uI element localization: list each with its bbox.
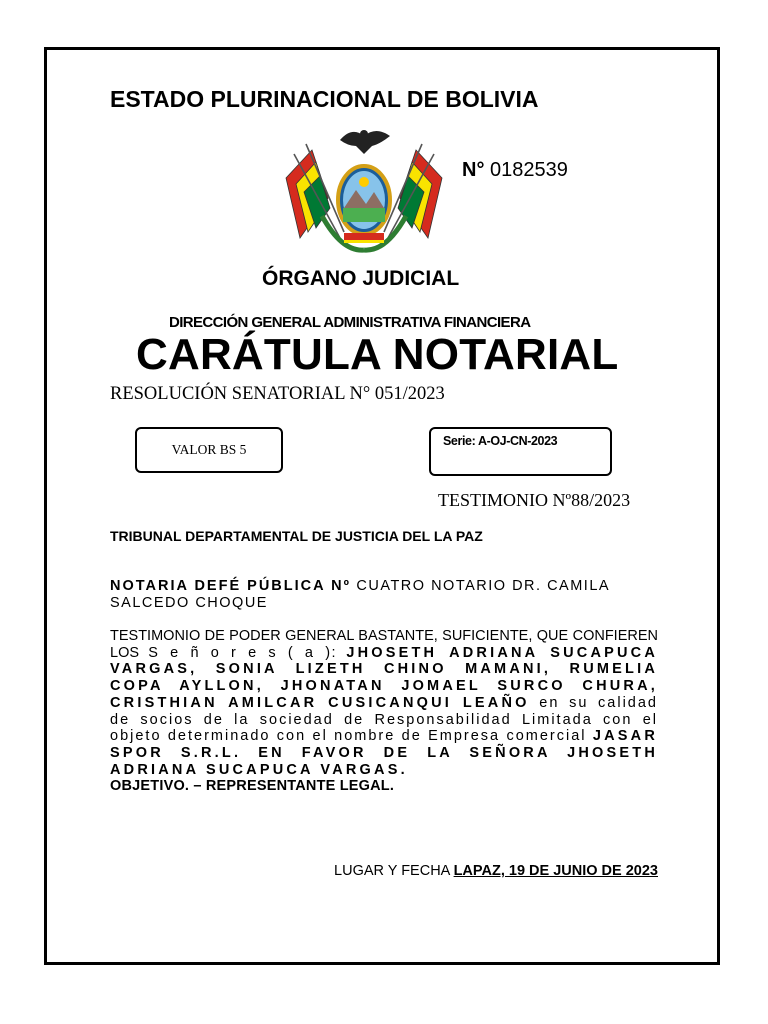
tribunal-heading: TRIBUNAL DEPARTAMENTAL DE JUSTICIA DEL LA PAZ <box>110 528 483 544</box>
country-heading: ESTADO PLURINACIONAL DE BOLIVIA <box>110 86 539 112</box>
resolution-line: RESOLUCIÓN SENATORIAL N° 051/2023 <box>110 384 445 404</box>
notary-label: NOTARIA DEFÉ PÚBLICA Nº <box>110 578 351 594</box>
number-label: N° <box>462 159 485 181</box>
direction-heading: DIRECCIÓN GENERAL ADMINISTRATIVA FINANCIERA <box>169 314 531 331</box>
place-date-value: LAPAZ, 19 DE JUNIO DE 2023 <box>453 863 658 879</box>
testimonio-number: TESTIMONIO Nº88/2023 <box>438 490 631 510</box>
body-names: JHOSETH ADRIANA SUCAPUCA VARGAS, SONIA LIZETH CHINO MAMANI, RUMELIA COPA AYLLON, JHONATAN JOMAEL SURCO CHURA, CRISTHIAN AMILCAR CUSICANQUI LEAÑO <box>110 644 659 711</box>
value-label: VALOR BS 5 <box>171 442 247 457</box>
body-intro: TESTIMONIO DE PODER GENERAL BASTANTE, SUFICIENTE, QUE CONFIEREN LOS <box>110 628 658 661</box>
bolivia-coat-of-arms-icon <box>282 120 446 258</box>
document-number <box>462 159 568 182</box>
value-box <box>135 427 283 473</box>
series-label: Serie: A-OJ-CN-2023 <box>443 434 558 448</box>
testimony-body <box>110 628 658 795</box>
series-box <box>429 427 612 476</box>
body-senores: S e ñ o r e s ( a ): <box>148 644 338 661</box>
organ-heading: ÓRGANO JUDICIAL <box>262 267 460 290</box>
body-middle: en su calidad de socios de la sociedad de Responsabilidad Limitada con el objeto determinado con el nombre de Empresa comercial <box>110 694 658 745</box>
place-and-date <box>334 863 658 879</box>
number-value: 0182539 <box>490 159 568 181</box>
body-company: JASAR SPOR S.R.L. EN FAVOR DE LA SEÑORA JHOSETH ADRIANA SUCAPUCA VARGAS. <box>110 728 658 778</box>
notary-text: CUATRO NOTARIO DR. CAMILA SALCEDO CHOQUE <box>110 578 610 611</box>
page-title: CARÁTULA NOTARIAL <box>136 330 619 379</box>
body-objective: OBJETIVO. – REPRESENTANTE LEGAL. <box>110 778 395 795</box>
place-date-label: LUGAR Y FECHA <box>334 863 454 879</box>
notary-paragraph <box>110 578 658 611</box>
